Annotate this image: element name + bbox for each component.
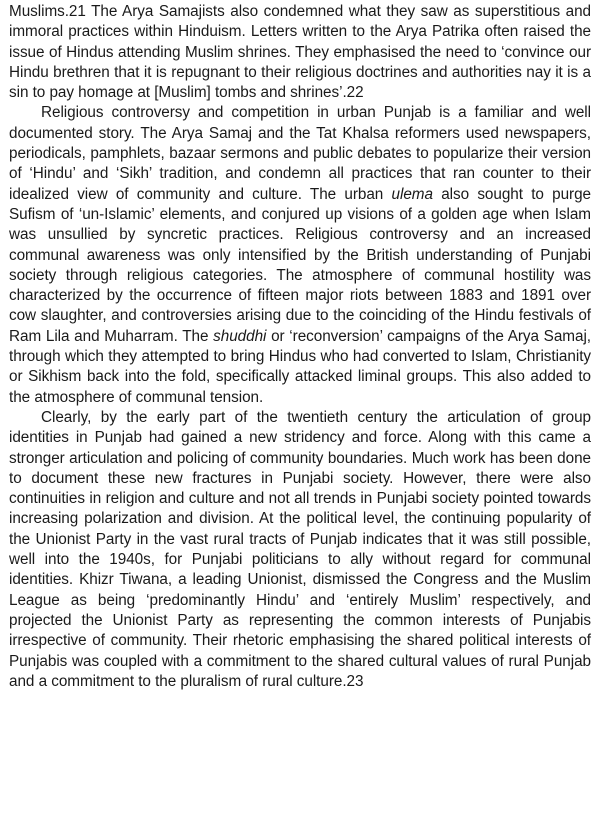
paragraph-2: [9, 103, 591, 407]
paragraph-2-text-c: or ‘reconversion’ campaigns of the Arya Samaj, through which they attempted to bring Hindus who had converted to Islam, Christianity or Sikhism back into the fold, specifically attacked liminal groups. This also added to the atmosphere of communal tension.: [9, 327, 591, 406]
paragraph-2-text-a: Religious controversy and competition in urban Punjab is a familiar and well documented story. The Arya Samaj and the Tat Khalsa reformers used newspapers, periodicals, pamphlets, bazaar sermons and public debates to popularize their version of ‘Hindu’ and ‘Sikh’ tradition, and condemn all practices that ran counter to their idealized view of community and culture. The urban: [9, 104, 591, 203]
italic-term-shuddhi: shuddhi: [213, 327, 267, 345]
paragraph-2-text-b: also sought to purge Sufism of ‘un-Islamic’ elements, and conjured up visions of a golden age when Islam was unsullied by syncretic practices. Religious controversy and an increased communal awareness was only intensified by the British understanding of Punjabi society through religious categories. The atmosphere of communal hostility was characterized by the occurrence of fifteen major riots between 1883 and 1891 over cow slaughter, and controversies arising due to the coinciding of the Hindu festivals of Ram Lila and Muharram. The: [9, 185, 591, 345]
italic-term-ulema: ulema: [391, 185, 433, 203]
paragraph-3: [9, 408, 591, 692]
paragraph-1-text: Muslims.21 The Arya Samajists also condemned what they saw as superstitious and immoral practices within Hinduism. Letters written to the Arya Patrika often raised the issue of Hindus attending Muslim shrines. They emphasised the need to ‘convince our Hindu brethren that it is repugnant to their religious doctrines and authorities nay it is a sin to pay homage at [Muslim] tombs and shrines’.22: [9, 3, 591, 102]
paragraph-1: [9, 2, 591, 103]
paragraph-3-text: Clearly, by the early part of the twentieth century the articulation of group identities in Punjab had gained a new stridency and force. Along with this came a stronger articulation and policing of community boundaries. Much work has been done to document these new fractures in Punjabi society. However, there were also continuities in religion and culture and not all trends in Punjabi society pointed towards increasing polarization and division. At the political level, the continuing popularity of the Unionist Party in the vast rural tracts of Punjab indicates that it was still possible, well into the 1940s, for Punjabi politicians to ally without regard for communal identities. Khizr Tiwana, a leading Unionist, dismissed the Congress and the Muslim League as being ‘predominantly Hindu’ and ‘entirely Muslim’ respectively, and projected the Unionist Party as representing the common interests of Punjabis irrespective of community. Their rhetoric emphasising the shared political interests of Punjabis was coupled with a commitment to the shared cultural values of rural Punjab and a commitment to the pluralism of rural culture.23: [9, 408, 591, 690]
